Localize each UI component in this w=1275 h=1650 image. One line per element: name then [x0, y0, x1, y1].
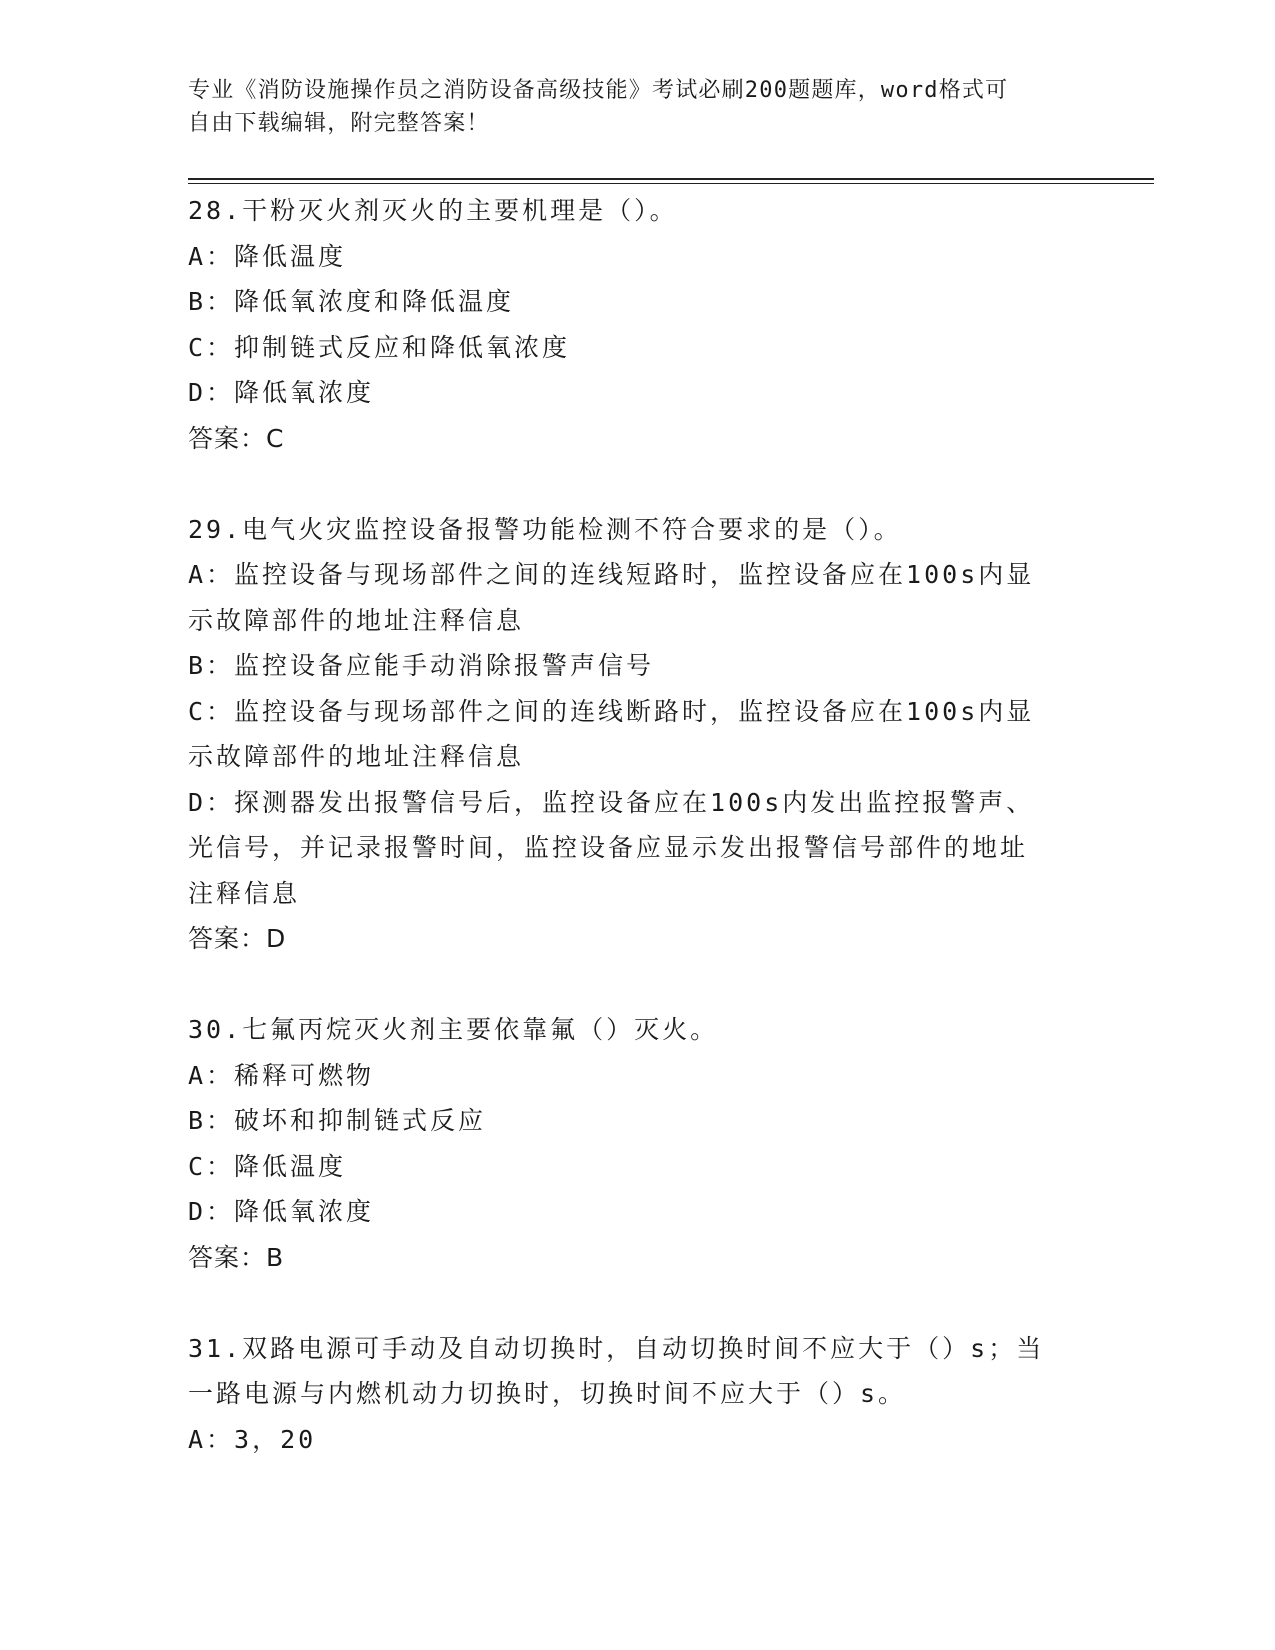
answer-option: 注释信息 — [188, 878, 301, 908]
answer-option: D：降低氧浓度 — [188, 378, 375, 407]
answer-option: A：降低温度 — [188, 241, 347, 271]
answer-option: B：破坏和抑制链式反应 — [188, 1106, 487, 1135]
answer-option: C：降低温度 — [188, 1151, 347, 1181]
answer-key: 答案：B — [188, 1242, 285, 1272]
answer-key: 答案：D — [188, 924, 287, 953]
answer-option: B：监控设备应能手动消除报警声信号 — [188, 651, 655, 680]
question-block — [188, 507, 1068, 962]
answer-option: 光信号，并记录报警时间，监控设备应显示发出报警信号部件的地址 — [188, 833, 1029, 862]
header-line: 自由下载编辑，附完整答案！ — [188, 111, 490, 136]
header-divider — [188, 178, 1154, 184]
answer-option: A：3，20 — [188, 1424, 317, 1454]
answer-key: 答案：C — [188, 423, 285, 453]
answer-option: 示故障部件的地址注释信息 — [188, 742, 525, 771]
answer-option: D：探测器发出报警信号后，监控设备应在100s内发出监控报警声、 — [188, 787, 1035, 817]
question-stem: 29.电气火灾监控设备报警功能检测不符合要求的是（）。 — [188, 514, 902, 544]
question-stem: 一路电源与内燃机动力切换时，切换时间不应大于（）s。 — [188, 1379, 907, 1408]
answer-option: B：降低氧浓度和降低温度 — [188, 287, 515, 316]
question-stem: 30.七氟丙烷灭火剂主要依靠氟（）灭火。 — [188, 1015, 719, 1044]
answer-option: C：监控设备与现场部件之间的连线断路时，监控设备应在100s内显 — [188, 696, 1035, 726]
answer-option: D：降低氧浓度 — [188, 1197, 375, 1226]
answer-option: A：监控设备与现场部件之间的连线短路时，监控设备应在100s内显 — [188, 560, 1035, 589]
question-stem: 28.干粉灭火剂灭火的主要机理是（）。 — [188, 196, 678, 225]
question-block — [188, 1326, 1068, 1463]
answer-option: 示故障部件的地址注释信息 — [188, 605, 525, 635]
question-block — [188, 188, 1068, 461]
question-stem: 31.双路电源可手动及自动切换时，自动切换时间不应大于（）s；当 — [188, 1333, 1045, 1363]
question-list — [188, 188, 1068, 1462]
question-block — [188, 1007, 1068, 1280]
header-line: 专业《消防设施操作员之消防设备高级技能》考试必刷200题题库，word格式可 — [188, 78, 1009, 103]
answer-option: C：抑制链式反应和降低氧浓度 — [188, 332, 571, 362]
answer-option: A：稀释可燃物 — [188, 1060, 375, 1090]
document-header — [188, 74, 1068, 140]
